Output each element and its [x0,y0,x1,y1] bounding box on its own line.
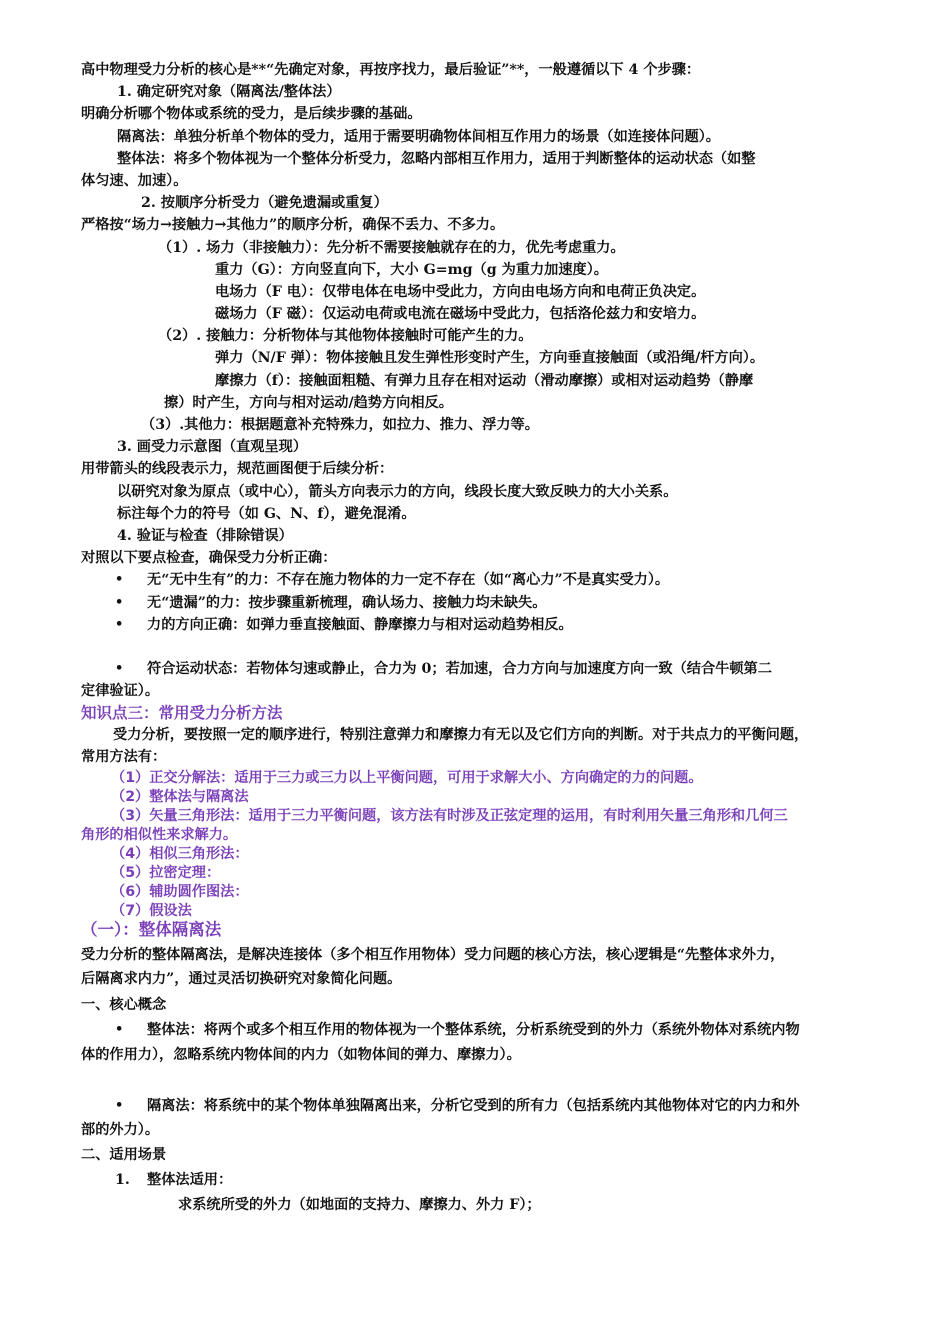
bullet-icon: • [115,1022,124,1037]
bullet-icon: • [115,572,124,587]
bullet-icon: • [115,617,124,632]
step2-gravity: 重力（G）：方向竖直向下，大小 G=mg（g 为重力加速度）。 [215,262,608,278]
part1-scene-1-number: 1. [115,1172,130,1188]
part1-scene-1-label: 整体法适用： [147,1172,233,1188]
step1-isolation: 隔离法：单独分析单个物体的受力，适用于需要明确物体间相互作用力的场景（如连接体问题）。 [117,129,720,145]
kp3-desc-line1: 受力分析，要按照一定的顺序进行，特别注意弹力和摩擦力有无以及它们方向的判断。对于共点力的平衡问题， [113,727,809,743]
part1-iso-line2: 部的外力）。 [81,1122,160,1138]
bullet-icon: • [115,1098,124,1113]
step2-friction-line1: 摩擦力（f）：接触面粗糙、有弹力且存在相对运动（滑动摩擦）或相对运动趋势（静摩 [215,373,754,389]
step1-whole-line2: 体匀速、加速）。 [81,173,188,189]
part1-title: （一）：整体隔离法 [81,920,222,939]
kp3-method-1: （1）正交分解法：适用于三力或三力以上平衡问题，可用于求解大小、方向确定的力的问题。 [111,770,703,786]
step4-bullet2: 无“遗漏”的力：按步骤重新梳理，确认场力、接触力均未缺失。 [147,595,547,611]
part1-whole-line2: 体的作用力），忽略系统内物体间的内力（如物体间的弹力、摩擦力）。 [81,1047,521,1063]
step4-bullet4-line2: 定律验证）。 [81,683,160,699]
kp3-desc-line2: 常用方法有： [81,749,167,765]
step2-friction-line2: 擦）时产生，方向与相对运动/趋势方向相反。 [164,395,453,411]
kp3-title: 知识点三：常用受力分析方法 [81,704,283,722]
step4-bullet3: 力的方向正确：如弹力垂直接触面、静摩擦力与相对运动趋势相反。 [147,617,573,633]
kp3-method-3-line2: 角形的相似性来求解力。 [81,827,238,843]
step3-symbols: 标注每个力的符号（如 G、N、f），避免混淆。 [117,506,416,522]
kp3-method-2: （2）整体法与隔离法 [111,789,249,805]
kp3-method-6: （6）辅助圆作图法： [111,884,249,900]
step4-bullet1: 无“无中生有”的力：不存在施力物体的力一定不存在（如“离心力”不是真实受力）。 [147,572,670,588]
step1-title: 1. 确定研究对象（隔离法/整体法） [117,84,341,100]
part1-core-heading: 一、核心概念 [81,997,167,1013]
step2-other-force: （3）.其他力：根据题意补充特殊力，如拉力、推力、浮力等。 [141,417,539,433]
step4-desc: 对照以下要点检查，确保受力分析正确： [81,550,337,566]
kp3-method-3-line1: （3）矢量三角形法：适用于三力平衡问题，该方法有时涉及正弦定理的运用，有时利用矢量三角形和几何三 [111,808,788,824]
step4-title: 4. 验证与检查（排除错误） [117,528,293,544]
step2-elastic: 弹力（N/F 弹）：物体接触且发生弹性形变时产生，方向垂直接触面（或沿绳/杆方向）。 [215,350,765,366]
step2-desc: 严格按“场力→接触力→其他力”的顺序分析，确保不丢力、不多力。 [81,217,505,233]
bullet-icon: • [115,661,124,676]
kp3-method-5: （5）拉密定理： [111,865,221,881]
kp3-method-4: （4）相似三角形法： [111,846,249,862]
part1-desc-line2: 后隔离求内力”，通过灵活切换研究对象简化问题。 [81,971,402,987]
step3-origin: 以研究对象为原点（或中心），箭头方向表示力的方向，线段长度大致反映力的大小关系。 [117,484,678,500]
step2-magnetic: 磁场力（F 磁）：仅运动电荷或电流在磁场中受此力，包括洛伦兹力和安培力。 [215,306,706,322]
bullet-icon: • [115,595,124,610]
step2-electric: 电场力（F 电）：仅带电体在电场中受此力，方向由电场方向和电荷正负决定。 [215,284,706,300]
part1-desc-line1: 受力分析的整体隔离法，是解决连接体（多个相互作用物体）受力问题的核心方法，核心逻辑是“先整体求外力， [81,947,785,963]
step1-whole-line1: 整体法：将多个物体视为一个整体分析受力，忽略内部相互作用力，适用于判断整体的运动状态（如整 [117,151,756,167]
part1-iso-line1: 隔离法：将系统中的某个物体单独隔离出来，分析它受到的所有力（包括系统内其他物体对它的内力和外 [147,1098,800,1114]
kp3-method-7: （7）假设法 [111,903,192,919]
step2-field-force: （1）. 场力（非接触力）：先分析不需要接触就存在的力，优先考虑重力。 [158,240,625,256]
step3-title: 3. 画受力示意图（直观呈现） [117,439,308,455]
step3-desc: 用带箭头的线段表示力，规范画图便于后续分析： [81,461,394,477]
step2-contact-force: （2）. 接触力：分析物体与其他物体接触时可能产生的力。 [158,328,533,344]
step4-bullet4-line1: 符合运动状态：若物体匀速或静止，合力为 0；若加速，合力方向与加速度方向一致（结合牛顿第二 [147,661,772,677]
step1-desc: 明确分析哪个物体或系统的受力，是后续步骤的基础。 [81,106,422,122]
part1-scene-heading: 二、适用场景 [81,1147,167,1163]
part1-scene-1-item: 求系统所受的外力（如地面的支持力、摩擦力、外力 F）； [178,1197,541,1213]
step2-title: 2. 按顺序分析受力（避免遗漏或重复） [141,195,388,211]
intro-line: 高中物理受力分析的核心是**“先确定对象，再按序找力，最后验证”**，一般遵循以下 4 个步骤： [81,62,701,78]
part1-whole-line1: 整体法：将两个或多个相互作用的物体视为一个整体系统，分析系统受到的外力（系统外物体对系统内物 [147,1022,800,1038]
